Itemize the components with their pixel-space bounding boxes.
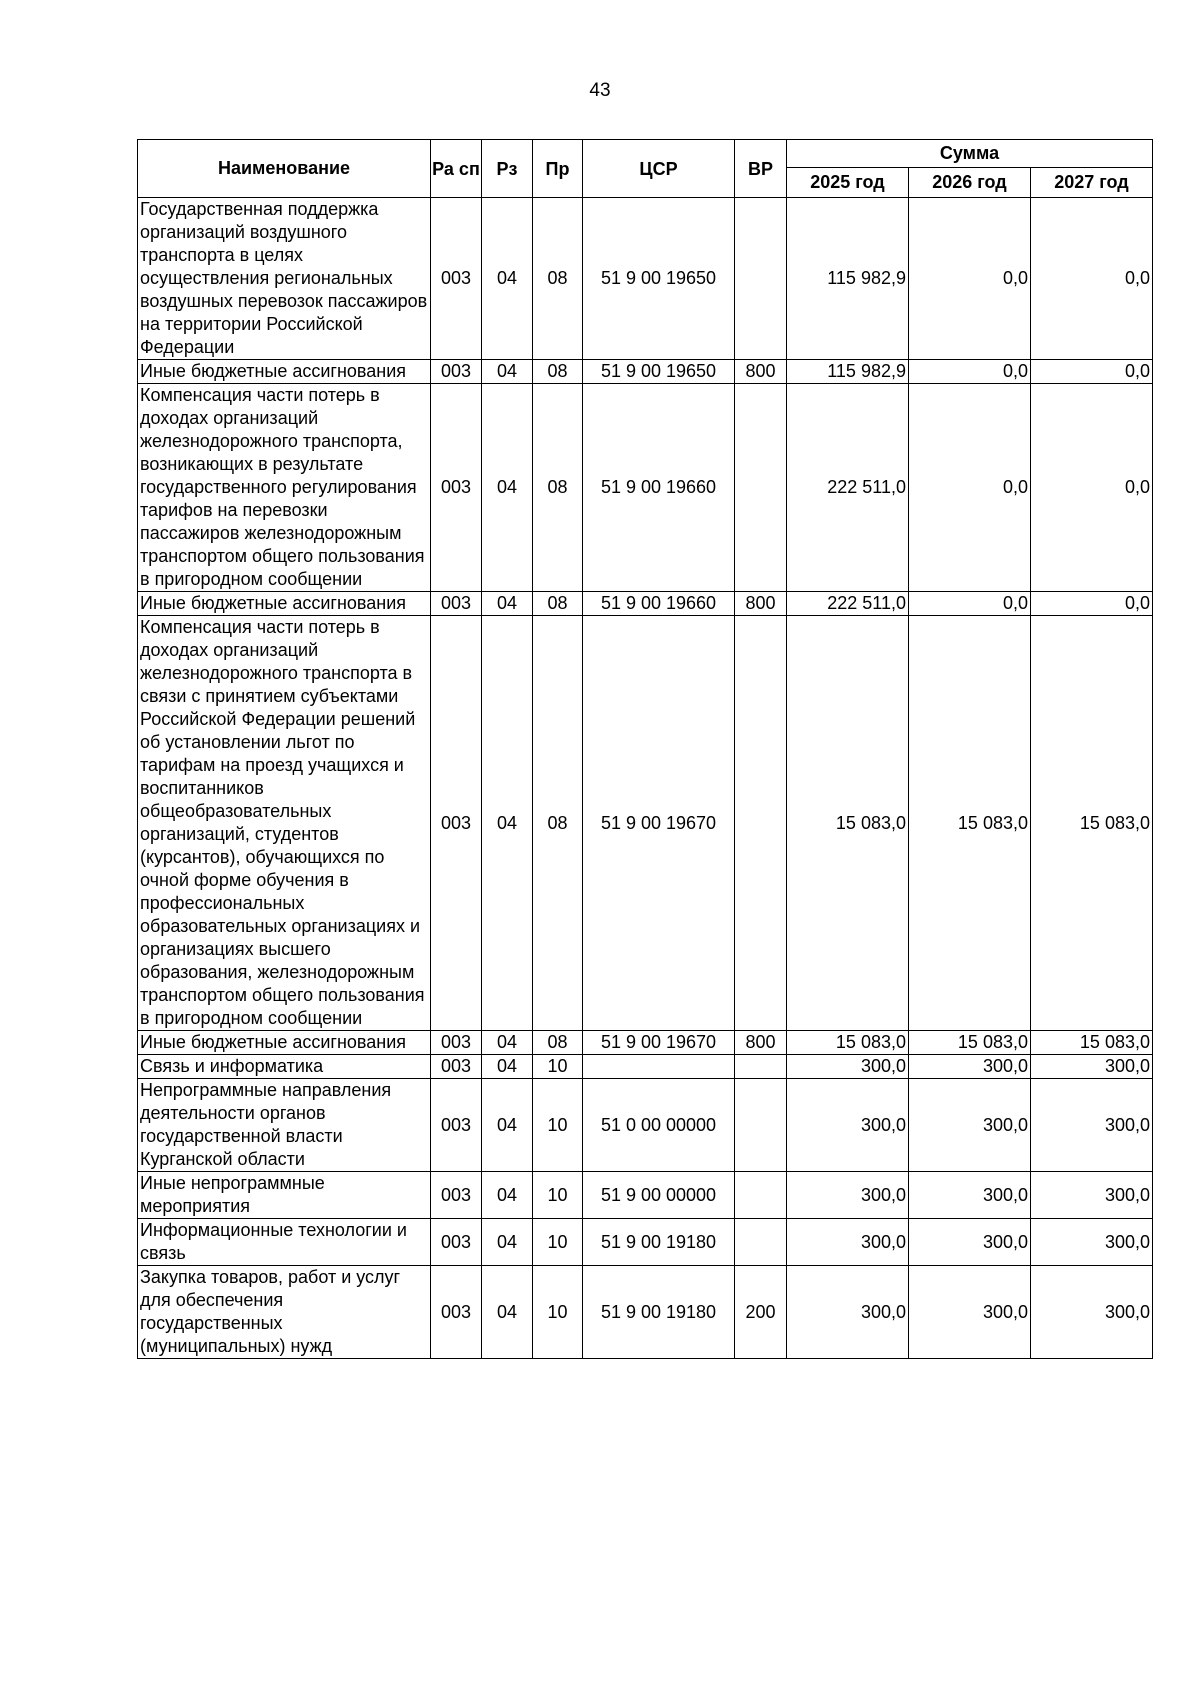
row-sum-2026: 300,0: [909, 1079, 1031, 1172]
row-name: Иные бюджетные ассигнования: [138, 592, 431, 616]
row-vr: [735, 384, 787, 592]
row-name: Связь и информатика: [138, 1055, 431, 1079]
row-sum-2025: 222 511,0: [787, 384, 909, 592]
row-sum-2027: 300,0: [1031, 1219, 1153, 1266]
row-name: Иные бюджетные ассигнования: [138, 360, 431, 384]
row-rasp: 003: [431, 1079, 482, 1172]
row-vr: [735, 1172, 787, 1219]
row-csr: 51 9 00 19180: [583, 1219, 735, 1266]
row-pr: 08: [533, 384, 583, 592]
row-sum-2025: 300,0: [787, 1172, 909, 1219]
row-rasp: 003: [431, 616, 482, 1031]
row-rasp: 003: [431, 384, 482, 592]
row-name: Закупка товаров, работ и услуг для обеспечения государственных (муниципальных) нужд: [138, 1266, 431, 1359]
row-sum-2027: 300,0: [1031, 1172, 1153, 1219]
row-pr: 10: [533, 1172, 583, 1219]
row-vr: [735, 198, 787, 360]
row-sum-2025: 300,0: [787, 1219, 909, 1266]
row-csr: 51 9 00 19180: [583, 1266, 735, 1359]
row-name: Информационные технологии и связь: [138, 1219, 431, 1266]
table-row: [138, 1219, 1153, 1266]
row-rasp: 003: [431, 1031, 482, 1055]
row-sum-2027: 0,0: [1031, 360, 1153, 384]
row-pr: 10: [533, 1055, 583, 1079]
row-sum-2026: 300,0: [909, 1219, 1031, 1266]
row-csr: 51 9 00 19670: [583, 1031, 735, 1055]
table-row: [138, 592, 1153, 616]
row-sum-2027: 15 083,0: [1031, 1031, 1153, 1055]
row-rz: 04: [482, 360, 533, 384]
row-rasp: 003: [431, 1055, 482, 1079]
header-name: Наименование: [138, 140, 431, 198]
row-name: Компенсация части потерь в доходах организаций железнодорожного транспорта в связи с принятием субъектами Российской Федерации решений об установлении льгот по тарифам на проезд учащихся и воспитанников общеобразовательных организаций, студентов (курсантов), обучающихся по очной форме обучения в профессиональных образовательных организациях и организациях высшего образования, железнодорожным транспортом общего пользования в пригородном сообщении: [138, 616, 431, 1031]
table-row: [138, 1172, 1153, 1219]
header-pr: Пр: [533, 140, 583, 198]
row-pr: 08: [533, 1031, 583, 1055]
row-sum-2027: 0,0: [1031, 592, 1153, 616]
row-csr: [583, 1055, 735, 1079]
header-rasp: Ра сп: [431, 140, 482, 198]
row-rz: 04: [482, 384, 533, 592]
row-sum-2027: 300,0: [1031, 1055, 1153, 1079]
table-row: [138, 616, 1153, 1031]
row-rz: 04: [482, 616, 533, 1031]
row-csr: 51 9 00 19670: [583, 616, 735, 1031]
row-pr: 10: [533, 1079, 583, 1172]
table-row: [138, 1079, 1153, 1172]
header-year-2025: 2025 год: [787, 168, 909, 198]
row-csr: 51 9 00 00000: [583, 1172, 735, 1219]
row-vr: [735, 1055, 787, 1079]
row-pr: 10: [533, 1266, 583, 1359]
row-sum-2026: 300,0: [909, 1055, 1031, 1079]
row-sum-2025: 15 083,0: [787, 1031, 909, 1055]
row-sum-2027: 0,0: [1031, 384, 1153, 592]
row-sum-2026: 0,0: [909, 384, 1031, 592]
row-vr: 800: [735, 592, 787, 616]
row-rz: 04: [482, 1266, 533, 1359]
row-sum-2025: 15 083,0: [787, 616, 909, 1031]
row-pr: 08: [533, 360, 583, 384]
row-rasp: 003: [431, 592, 482, 616]
row-pr: 08: [533, 616, 583, 1031]
row-rz: 04: [482, 592, 533, 616]
table-body: [138, 198, 1153, 1359]
row-name: Государственная поддержка организаций воздушного транспорта в целях осуществления региональных воздушных перевозок пассажиров на территории Российской Федерации: [138, 198, 431, 360]
row-rasp: 003: [431, 1219, 482, 1266]
header-sum: Сумма: [787, 140, 1153, 168]
row-sum-2025: 222 511,0: [787, 592, 909, 616]
table-row: [138, 1055, 1153, 1079]
row-rz: 04: [482, 1031, 533, 1055]
row-csr: 51 9 00 19660: [583, 592, 735, 616]
row-sum-2027: 300,0: [1031, 1266, 1153, 1359]
row-sum-2025: 115 982,9: [787, 198, 909, 360]
row-rasp: 003: [431, 1266, 482, 1359]
table-row: [138, 1266, 1153, 1359]
row-sum-2026: 300,0: [909, 1172, 1031, 1219]
row-rz: 04: [482, 198, 533, 360]
header-vr: ВР: [735, 140, 787, 198]
row-name: Иные бюджетные ассигнования: [138, 1031, 431, 1055]
row-name: Иные непрограммные мероприятия: [138, 1172, 431, 1219]
row-csr: 51 9 00 19650: [583, 198, 735, 360]
table-row: [138, 198, 1153, 360]
header-csr: ЦСР: [583, 140, 735, 198]
row-rz: 04: [482, 1172, 533, 1219]
row-sum-2026: 15 083,0: [909, 1031, 1031, 1055]
header-year-2026: 2026 год: [909, 168, 1031, 198]
row-sum-2026: 0,0: [909, 592, 1031, 616]
table-row: [138, 1031, 1153, 1055]
page-number: 43: [589, 80, 611, 101]
table-row: [138, 360, 1153, 384]
row-csr: 51 9 00 19650: [583, 360, 735, 384]
row-sum-2027: 300,0: [1031, 1079, 1153, 1172]
row-rz: 04: [482, 1055, 533, 1079]
header-rz: Рз: [482, 140, 533, 198]
row-rasp: 003: [431, 1172, 482, 1219]
header-year-2027: 2027 год: [1031, 168, 1153, 198]
row-sum-2025: 115 982,9: [787, 360, 909, 384]
row-rasp: 003: [431, 360, 482, 384]
row-sum-2025: 300,0: [787, 1266, 909, 1359]
row-pr: 08: [533, 198, 583, 360]
row-sum-2025: 300,0: [787, 1055, 909, 1079]
row-vr: 800: [735, 1031, 787, 1055]
row-rasp: 003: [431, 198, 482, 360]
row-vr: [735, 1219, 787, 1266]
row-name: Компенсация части потерь в доходах организаций железнодорожного транспорта, возникающих в результате государственного регулирования тарифов на перевозки пассажиров железнодорожным транспортом общего пользования в пригородном сообщении: [138, 384, 431, 592]
row-sum-2026: 300,0: [909, 1266, 1031, 1359]
row-csr: 51 9 00 19660: [583, 384, 735, 592]
row-sum-2027: 15 083,0: [1031, 616, 1153, 1031]
row-sum-2026: 0,0: [909, 198, 1031, 360]
row-csr: 51 0 00 00000: [583, 1079, 735, 1172]
row-pr: 08: [533, 592, 583, 616]
row-sum-2026: 15 083,0: [909, 616, 1031, 1031]
row-vr: 200: [735, 1266, 787, 1359]
row-sum-2027: 0,0: [1031, 198, 1153, 360]
row-sum-2025: 300,0: [787, 1079, 909, 1172]
row-rz: 04: [482, 1079, 533, 1172]
row-name: Непрограммные направления деятельности органов государственной власти Курганской области: [138, 1079, 431, 1172]
row-vr: [735, 1079, 787, 1172]
row-pr: 10: [533, 1219, 583, 1266]
row-sum-2026: 0,0: [909, 360, 1031, 384]
row-rz: 04: [482, 1219, 533, 1266]
row-vr: 800: [735, 360, 787, 384]
row-vr: [735, 616, 787, 1031]
table-row: [138, 384, 1153, 592]
budget-table: [137, 139, 1153, 1359]
